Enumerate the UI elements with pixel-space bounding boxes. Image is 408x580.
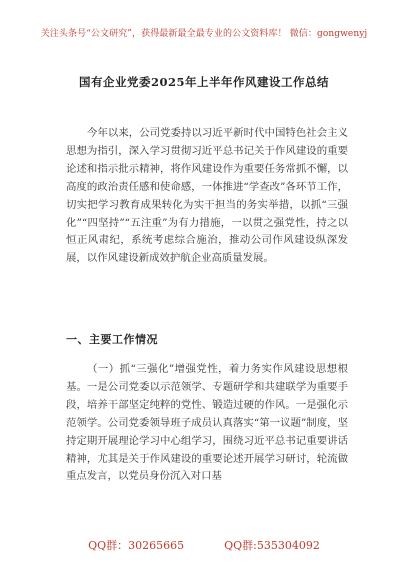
header-banner: 关注头条号“公文研究”，获得最新最全最专业的公文资料库！ 微信：gongwenyj <box>40 29 368 39</box>
section-heading-main-work: 一、主要工作情况 <box>66 333 158 346</box>
footer-qq-group-1: QQ群：30265665 <box>88 539 185 552</box>
intro-paragraph: 今年以来，公司党委持以习近平新时代中国特色社会主义思想为指引，深入学习贯彻习近平总书记关于作风建设的重要论述和指示批示精神，将作风建设作为重要任务常抓不懈，以高度的政治责任感和使命感，一体推进“学查改”各环节工作，切实把学习教育成果转化为实干担当的务实举措，以抓“三强化”“四坚持”“五注重”为有力措施，一以贯之强党性，持之以恒正风肃纪，系统考虑综合施治，推动公司作风建设纵深发展，以作风建设新成效护航企业高质量发展。 <box>66 127 348 265</box>
section-paragraph-three-strengthen: （一）抓“三强化”增强党性，着力务实作风建设思想根基。一是公司党委以示范领学、专题研学和共建联学为重要手段，培养干部坚定纯粹的党性、锻造过硬的作风。一是强化示范领学。公司党委领导班子成员认真落实“第一议题”制度，坚持定期开展理论学习中心组学习，围绕习近平总书记重要讲话精神，尤其是关于作风建设的重要论述开展学习研讨，轮流做重点发言，以党员身份沉入对口基 <box>66 363 348 483</box>
footer-qq-group-2: QQ群:535304092 <box>224 539 320 552</box>
document-title: 国有企业党委2025年上半年作风建设工作总结 <box>78 75 329 89</box>
footer-contact <box>0 537 408 553</box>
